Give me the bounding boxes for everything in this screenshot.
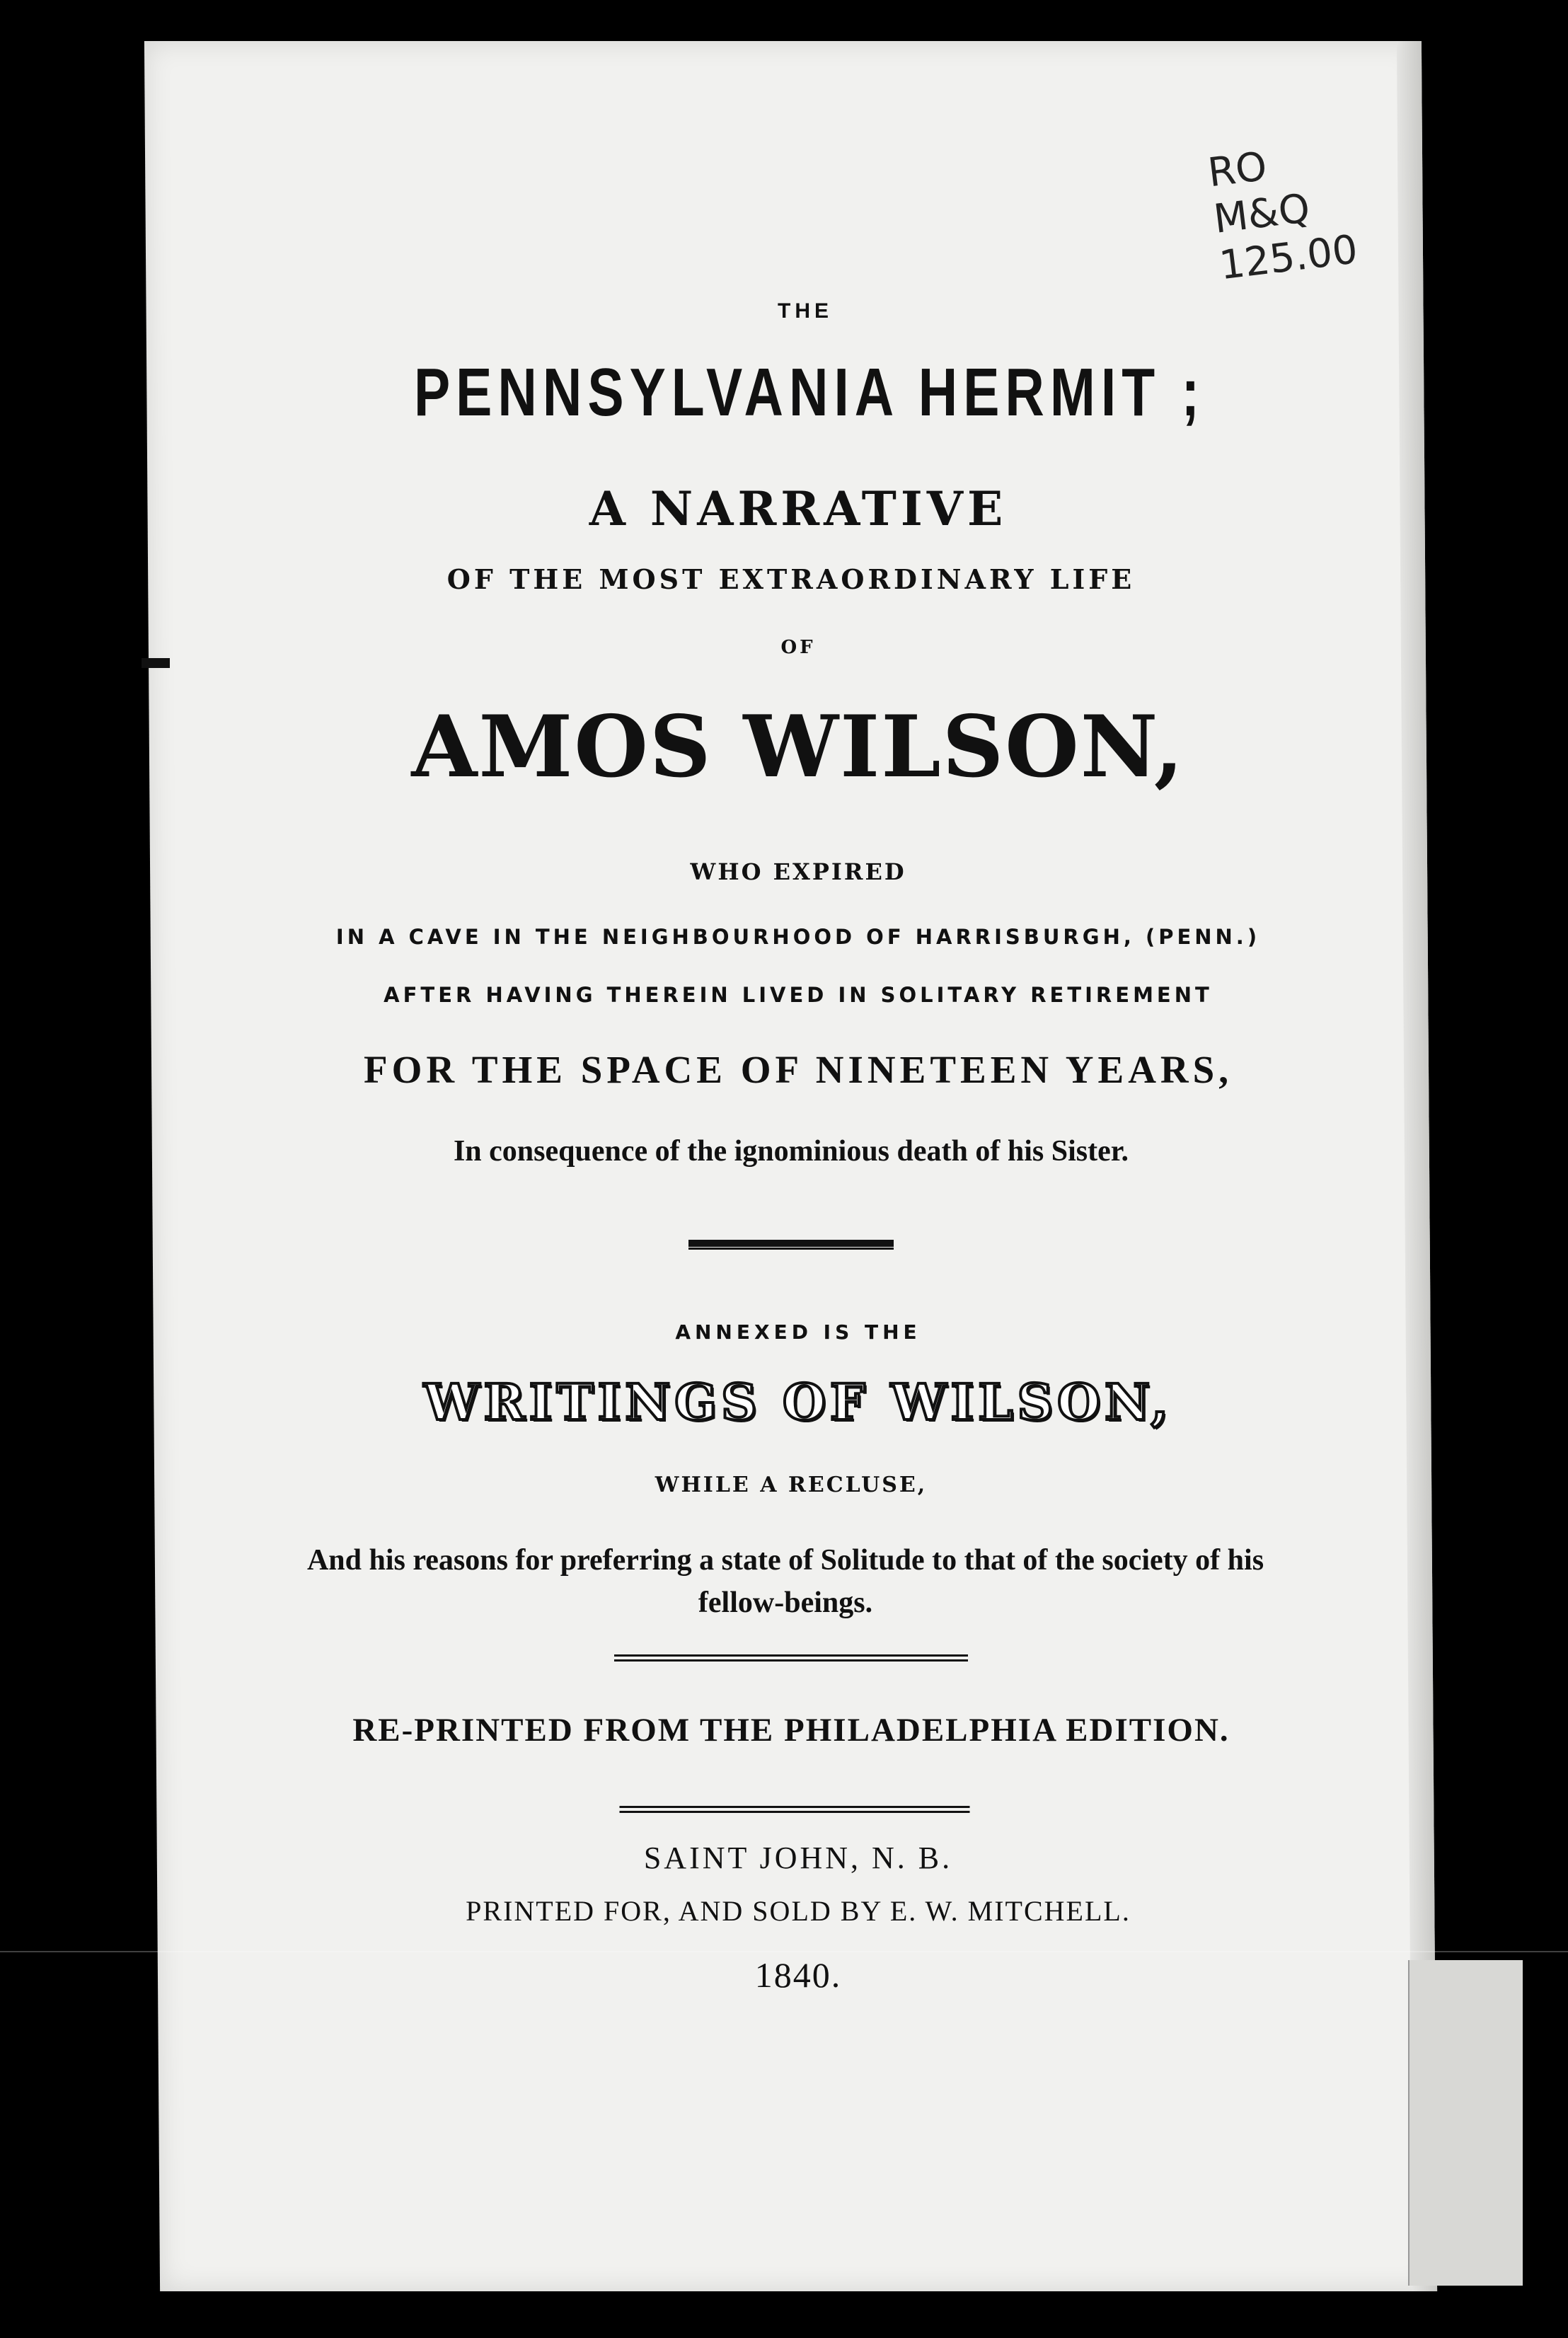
imprint-year: 1840. <box>754 1955 842 1995</box>
reasons-paragraph: And his reasons for preferring a state of Solitude to that of the society of his fellow-beings. <box>306 1544 1264 1619</box>
imprint-place: SAINT JOHN, N. B. <box>643 1841 953 1875</box>
consequence-line: In consequence of the ignominious death of his Sister. <box>453 1135 1129 1168</box>
pencil-price-note: RO M&Q 125.00 <box>1205 143 1361 289</box>
cave-line: IN A CAVE IN THE NEIGHBOURHOOD OF HARRISBURGH, (PENN.) <box>335 925 1261 949</box>
scan-artifact-line <box>0 1951 1568 1952</box>
title-the: THE <box>778 299 833 323</box>
subject-name: AMOS WILSON, <box>411 697 1185 797</box>
double-rule-divider <box>614 1654 968 1662</box>
annexed-line: ANNEXED IS THE <box>675 1320 921 1344</box>
subtitle-of: OF <box>780 637 816 658</box>
thick-rule-divider <box>688 1240 894 1250</box>
recluse-line: WHILE A RECLUSE, <box>655 1473 928 1497</box>
binding-mark <box>142 658 170 668</box>
subtitle-narrative: A NARRATIVE <box>589 481 1008 536</box>
double-rule-divider <box>620 1806 970 1813</box>
writings-heading: WRITINGS OF WILSON, <box>423 1373 1173 1432</box>
reprint-note: RE-PRINTED FROM THE PHILADELPHIA EDITION. <box>352 1712 1230 1749</box>
nineteen-years-line: FOR THE SPACE OF NINETEEN YEARS, <box>363 1048 1233 1091</box>
subtitle-extraordinary-life: OF THE MOST EXTRAORDINARY LIFE <box>446 563 1136 595</box>
underlying-page <box>1408 1960 1523 2286</box>
imprint-printer: PRINTED FOR, AND SOLD BY E. W. MITCHELL. <box>466 1895 1131 1927</box>
main-title: PENNSYLVANIA HERMIT ; <box>413 355 1206 430</box>
retirement-line: AFTER HAVING THEREIN LIVED IN SOLITARY RETIREMENT <box>384 983 1213 1007</box>
who-expired-line: WHO EXPIRED <box>690 858 906 885</box>
